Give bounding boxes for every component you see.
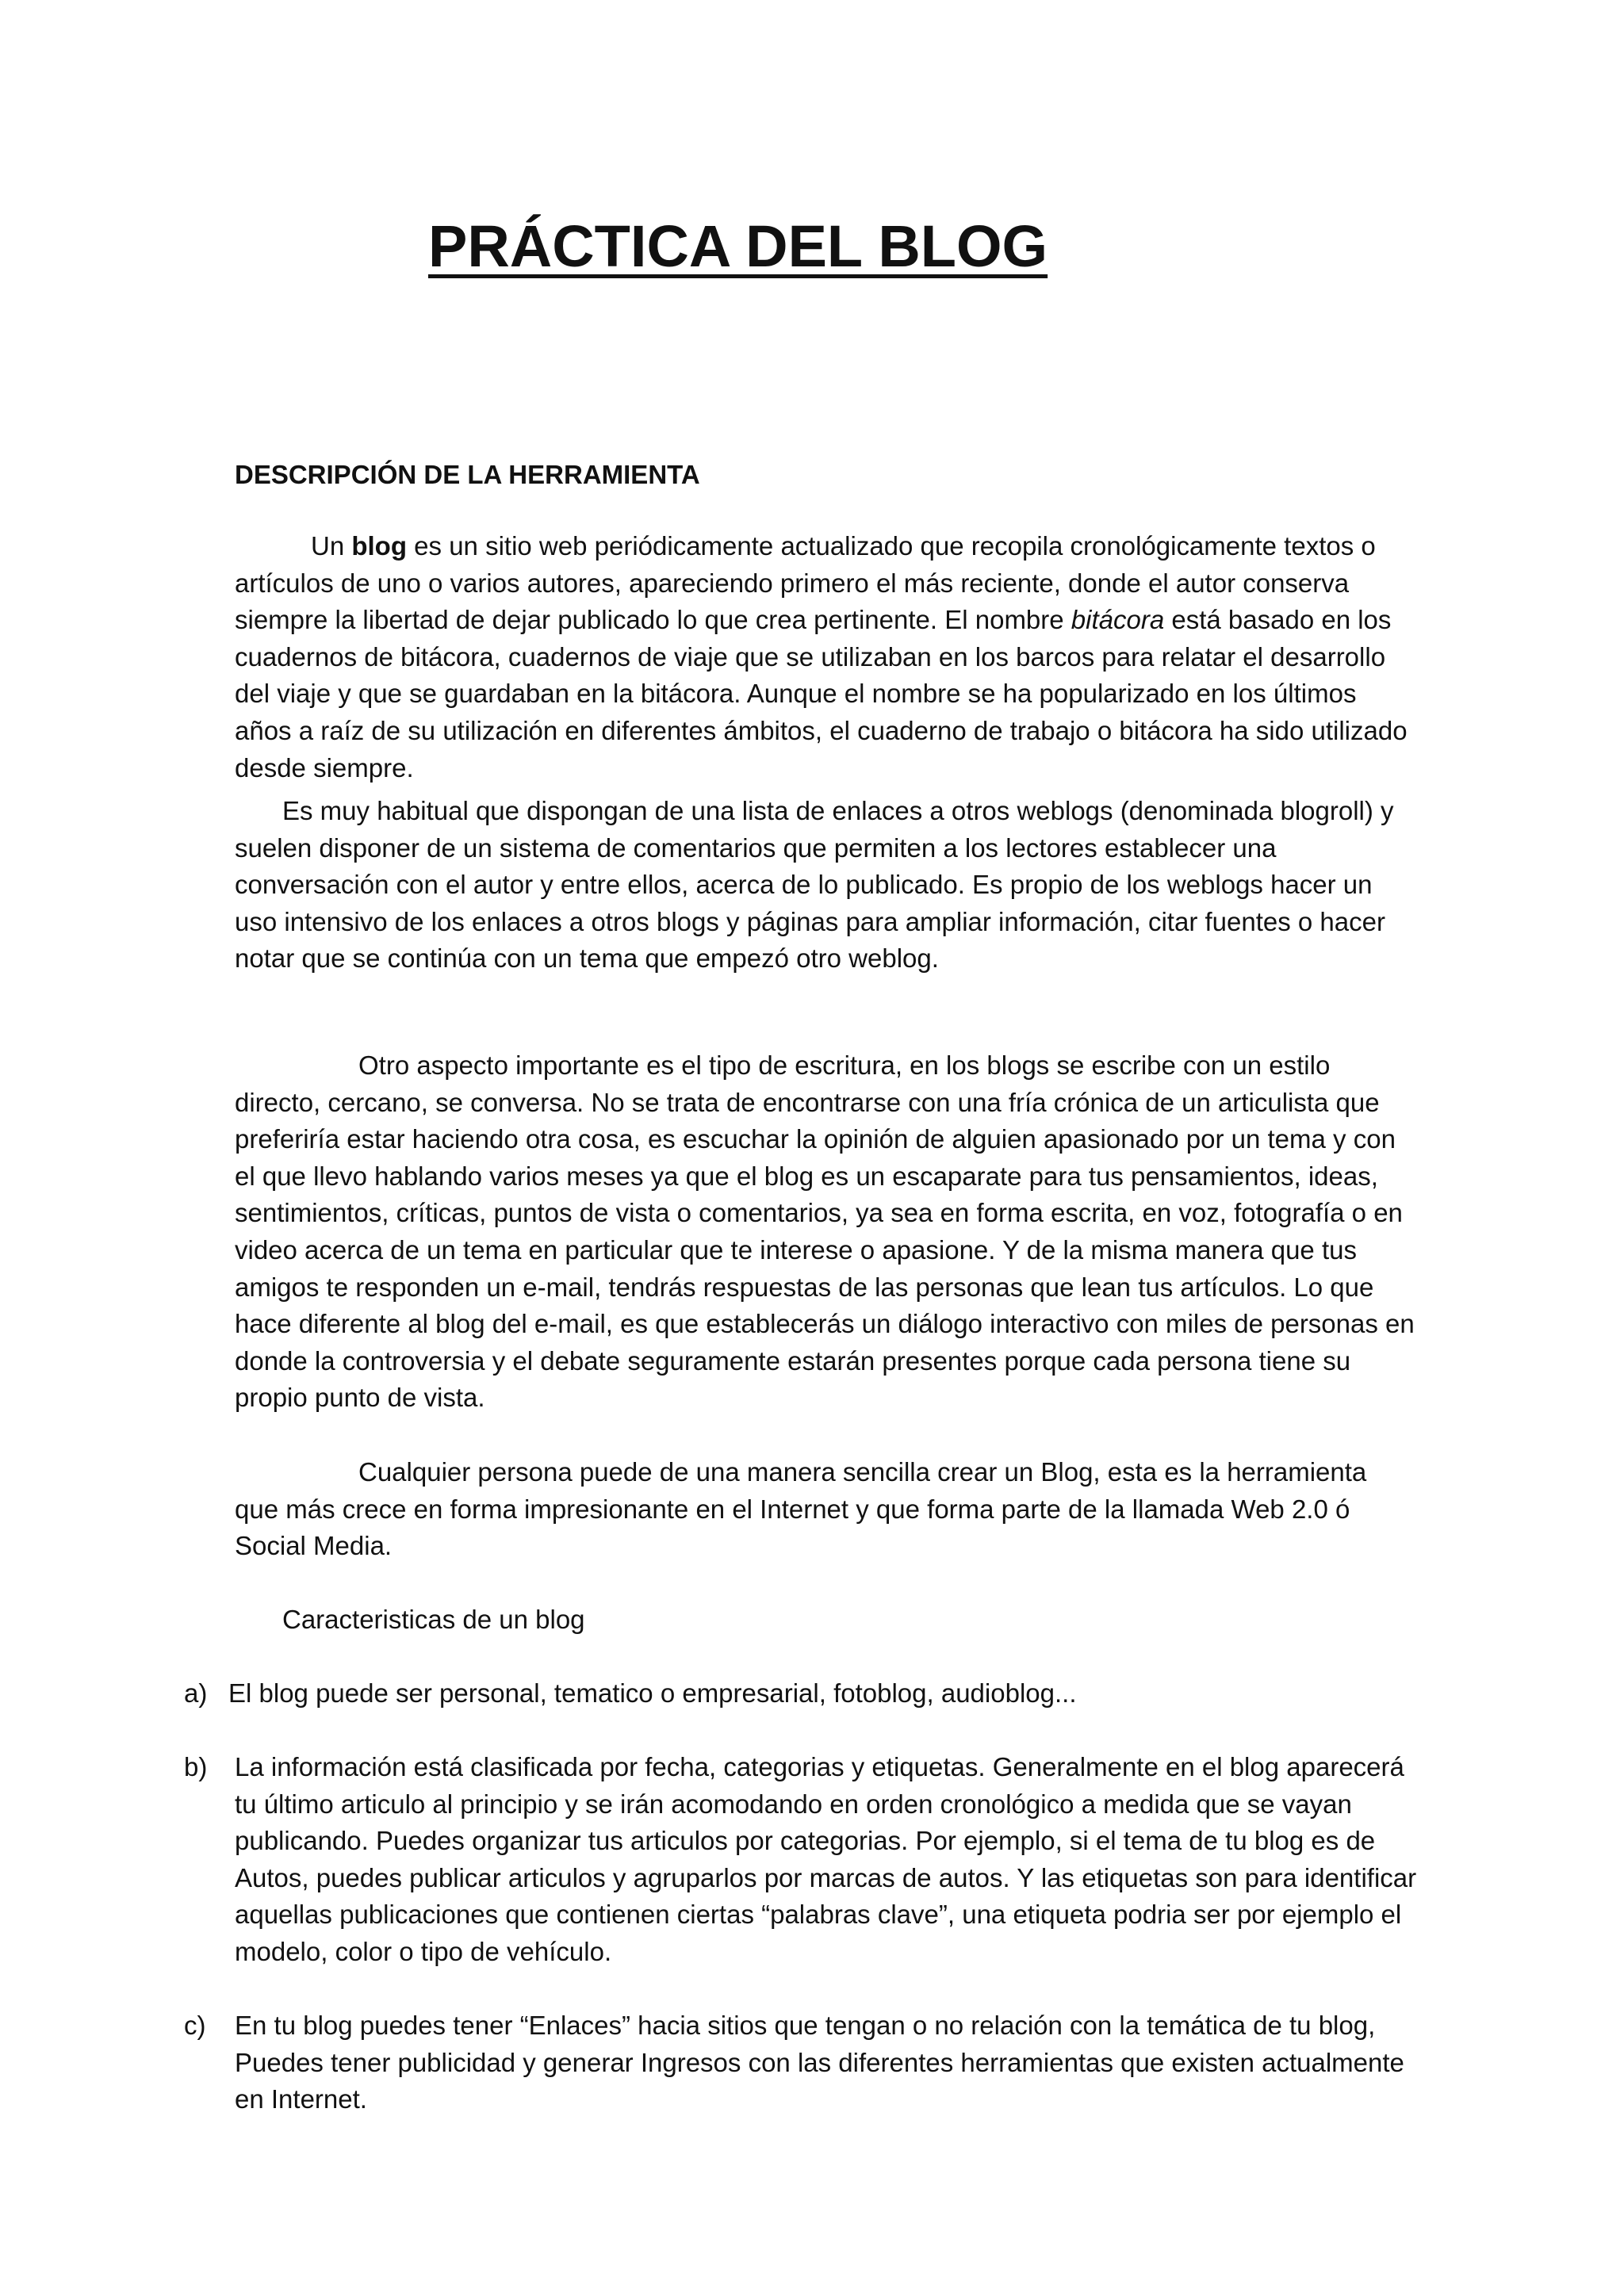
- paragraph-blog-definition: [235, 528, 1416, 786]
- section-heading: DESCRIPCIÓN DE LA HERRAMIENTA: [235, 460, 700, 489]
- paragraph-text: está basado en los cuadernos de bitácora, cuadernos de viaje que se utilizaban en los barcos para relatar el desarrollo del viaje y que se guardaban en la bitácora. Aunque el nombre se ha popularizado en los últimos años a raíz de su utilización en diferentes ámbitos, el cuaderno de trabajo o bitácora ha sido utilizado desde siempre.: [235, 605, 1408, 783]
- list-item-text: El blog puede ser personal, tematico o empresarial, fotoblog, audioblog...: [228, 1678, 1077, 1708]
- paragraph-anyone-can-blog: Cualquier persona puede de una manera sencilla crear un Blog, esta es la herramienta que más crece en forma impresionante en el Internet y que forma parte de la llamada Web 2.0 ó Social Media.: [235, 1457, 1367, 1561]
- paragraph-lead: Un: [311, 531, 352, 561]
- list-item: [184, 1675, 1421, 1712]
- paragraph-text: es un sitio web periódicamente actualizado que recopila cronológicamente textos o artículos de uno o varios autores, apareciendo primero el más reciente, donde el autor conserva siempre la libertad de dejar publicado lo que crea pertinente. El nombre: [235, 531, 1376, 635]
- list-item: [184, 2007, 1421, 2118]
- features-heading: Caracteristicas de un blog: [282, 1605, 585, 1634]
- paragraph-writing-style: Otro aspecto importante es el tipo de escritura, en los blogs se escribe con un estilo directo, cercano, se conversa. No se trata de encontrarse con una fría crónica de un articulista que preferiría estar haciendo otra cosa, es escuchar la opinión de alguien apasionado por un tema y con el que llevo hablando varios meses ya que el blog es un escaparate para tus pensamientos, ideas, sentimientos, críticas, puntos de vista o comentarios, ya sea en forma escrita, en voz, fotografía o en video acerca de un tema en particular que te interese o apasione. Y de la misma manera que tus amigos te responden un e-mail, tendrás respuestas de las personas que lean tus artículos. Lo que hace diferente al blog del e-mail, es que establecerás un diálogo interactivo con miles de personas en donde la controversia y el debate seguramente estarán presentes porque cada persona tiene su propio punto de vista.: [235, 1050, 1415, 1413]
- list-marker: c): [184, 2011, 206, 2040]
- italic-term-bitacora: bitácora: [1071, 605, 1165, 635]
- page-title: PRÁCTICA DEL BLOG: [428, 213, 1048, 279]
- list-item: [184, 1749, 1421, 1971]
- paragraph-blogroll: Es muy habitual que dispongan de una lista de enlaces a otros weblogs (denominada blogroll) y suelen disponer de un sistema de comentarios que permiten a los lectores establecer una conversación con el autor y entre ellos, acerca de lo publicado. Es propio de los weblogs hacer un uso intensivo de los enlaces a otros blogs y páginas para ampliar información, citar fuentes o hacer notar que se continúa con un tema que empezó otro weblog.: [235, 796, 1394, 974]
- list-item-text: En tu blog puedes tener “Enlaces” hacia sitios que tengan o no relación con la temática de tu blog, Puedes tener publicidad y generar Ingresos con las diferentes herramientas que existen actualmente en Internet.: [235, 2011, 1404, 2114]
- bold-term-blog: blog: [351, 531, 408, 561]
- list-item-text: La información está clasificada por fecha, categorias y etiquetas. Generalmente en el blog aparecerá tu último articulo al principio y se irán acomodando en orden cronológico a medida que se vayan publicando. Puedes organizar tus articulos por categorias. Por ejemplo, si el tema de tu blog es de Autos, puedes publicar articulos y agruparlos por marcas de autos. Y las etiquetas son para identificar aquellas publicaciones que contienen ciertas “palabras clave”, una etiqueta podria ser por ejemplo el modelo, color o tipo de vehículo.: [235, 1752, 1417, 1966]
- list-marker: b): [184, 1752, 208, 1781]
- list-marker: a): [184, 1678, 208, 1708]
